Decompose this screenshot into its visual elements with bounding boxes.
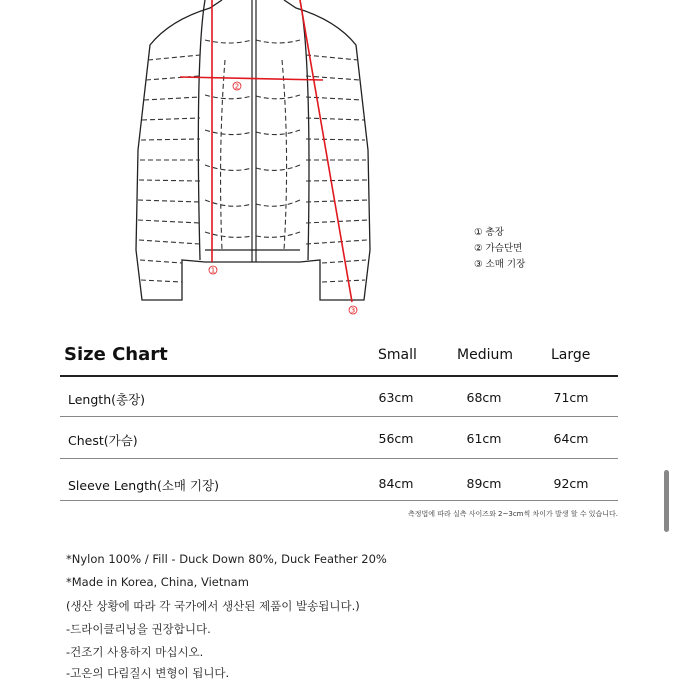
info-line: -드라이클리닝을 권장합니다. xyxy=(66,622,211,636)
info-line: *Made in Korea, China, Vietnam xyxy=(66,575,249,589)
row-label-length: Length(총장) xyxy=(68,392,146,407)
row-label-sleeve: Sleeve Length(소매 기장) xyxy=(68,478,219,493)
legend-item: ① 총장 xyxy=(474,227,504,238)
cell-sleeve-medium: 89cm xyxy=(466,476,502,491)
size-chart-title: Size Chart xyxy=(64,344,168,365)
legend-item: ② 가슴단면 xyxy=(474,243,523,254)
measure-marker-label: 3 xyxy=(350,306,356,315)
measurement-note: 측정법에 따라 실측 사이즈와 2~3cm씩 차이가 발생 할 수 있습니다. xyxy=(408,510,618,518)
jacket-outline xyxy=(136,0,370,300)
cell-sleeve-small: 84cm xyxy=(378,476,414,491)
measure-lines xyxy=(180,0,352,302)
center-zipper xyxy=(252,0,256,262)
cell-length-small: 63cm xyxy=(378,390,414,405)
legend-item: ③ 소매 기장 xyxy=(474,259,526,270)
table-top-rule xyxy=(60,375,618,377)
cell-length-medium: 68cm xyxy=(466,390,502,405)
scrollbar-thumb[interactable] xyxy=(664,470,669,532)
column-header-small: Small xyxy=(378,347,417,363)
info-line: *Nylon 100% / Fill - Duck Down 80%, Duck Feather 20% xyxy=(66,552,387,566)
column-header-medium: Medium xyxy=(457,347,513,363)
cell-sleeve-large: 92cm xyxy=(553,476,589,491)
row-label-chest: Chest(가슴) xyxy=(68,433,138,448)
cell-chest-large: 64cm xyxy=(553,431,589,446)
measure-marker-label: 1 xyxy=(210,266,216,275)
cell-chest-medium: 61cm xyxy=(466,431,502,446)
row-divider xyxy=(60,416,618,417)
column-header-large: Large xyxy=(551,347,591,363)
cell-chest-small: 56cm xyxy=(378,431,414,446)
row-divider xyxy=(60,458,618,459)
measure-marker-label: 2 xyxy=(234,82,240,91)
info-line: (생산 상황에 따라 각 국가에서 생산된 제품이 발송됩니다.) xyxy=(66,599,360,613)
jacket-diagram xyxy=(0,0,675,330)
cell-length-large: 71cm xyxy=(553,390,589,405)
info-line: -고온의 다림질시 변형이 됩니다. xyxy=(66,666,230,680)
quilting-lines xyxy=(138,40,368,282)
info-line: -건조기 사용하지 마십시오. xyxy=(66,645,204,659)
table-bottom-rule xyxy=(60,500,618,501)
measurement-legend xyxy=(474,225,525,273)
